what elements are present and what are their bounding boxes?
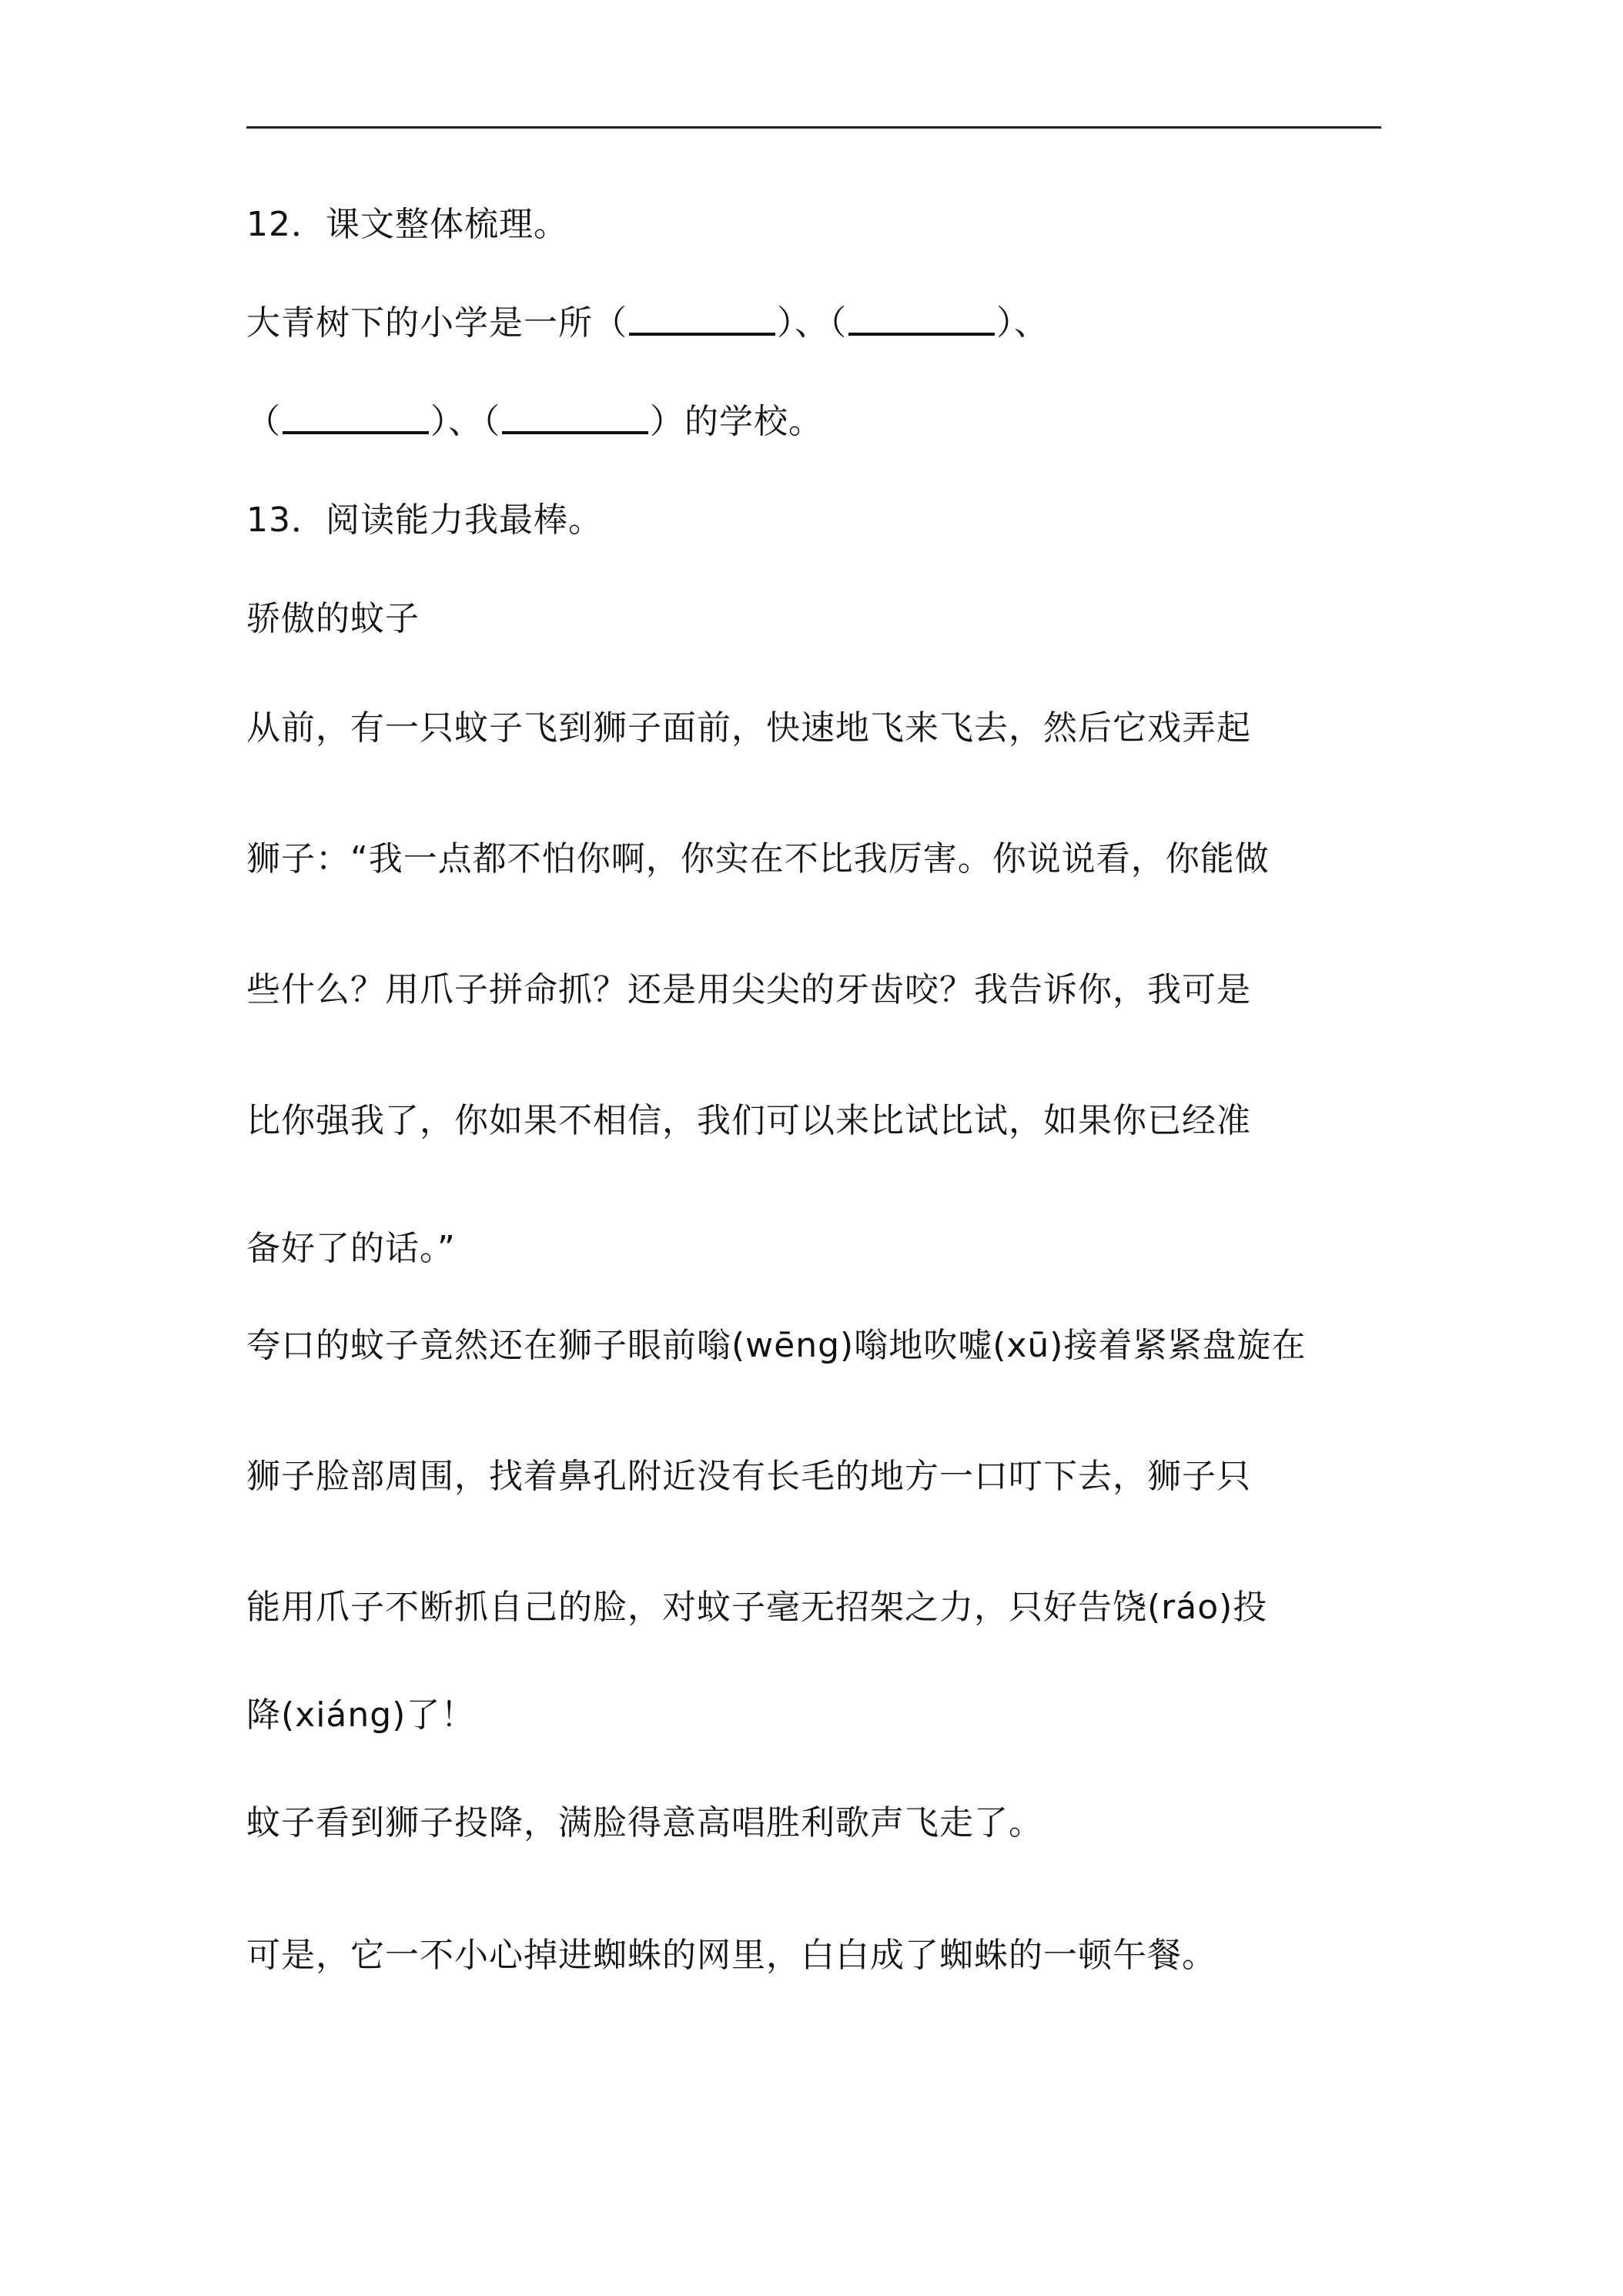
story-line: 降(xiáng)了！	[246, 1695, 476, 1735]
answer-blank-3[interactable]	[283, 400, 429, 434]
answer-blank-4[interactable]	[502, 400, 648, 434]
story-line: 备好了的话。”	[246, 1229, 456, 1268]
question-12-text: ）的学校。	[650, 402, 823, 441]
story-line: 狮子脸部周围，找着鼻孔附近没有长毛的地方一口叮下去，狮子只	[246, 1457, 1251, 1496]
answer-blank-1[interactable]	[629, 302, 775, 336]
story-title: 骄傲的蚊子	[246, 599, 420, 638]
story-line: 些什么？用爪子拼命抓？还是用尖尖的牙齿咬？我告诉你，我可是	[246, 970, 1251, 1009]
question-12-text: ）、	[996, 303, 1049, 343]
answer-blank-2[interactable]	[848, 302, 995, 336]
question-12-line-2	[246, 399, 823, 445]
question-13-title: 13．阅读能力我最棒。	[246, 500, 603, 540]
story-line: 狮子：“我一点都不怕你啊，你实在不比我厉害。你说说看，你能做	[246, 839, 1270, 879]
question-12-text: （	[246, 402, 281, 441]
question-12-title: 12．课文整体梳理。	[246, 205, 568, 244]
story-line: 能用爪子不断抓自己的脸，对蚊子毫无招架之力，只好告饶(ráo)投	[246, 1588, 1268, 1627]
story-line: 蚊子看到狮子投降，满脸得意高唱胜利歌声飞走了。	[246, 1803, 1043, 1842]
story-line: 比你强我了，你如果不相信，我们可以来比试比试，如果你已经准	[246, 1101, 1251, 1140]
header-divider	[246, 126, 1381, 129]
story-line: 可是，它一不小心掉进蜘蛛的网里，白白成了蜘蛛的一顿午餐。	[246, 1936, 1216, 1975]
question-12-line-1	[246, 300, 1049, 346]
question-12-text: ）、（	[430, 402, 500, 441]
question-12-text: ）、（	[777, 303, 847, 343]
story-line: 从前，有一只蚊子飞到狮子面前，快速地飞来飞去，然后它戏弄起	[246, 708, 1251, 748]
story-line: 夸口的蚊子竟然还在狮子眼前嗡(wēng)嗡地吹嘘(xū)接着紧紧盘旋在	[246, 1326, 1307, 1365]
question-12-text: 大青树下的小学是一所（	[246, 303, 627, 343]
